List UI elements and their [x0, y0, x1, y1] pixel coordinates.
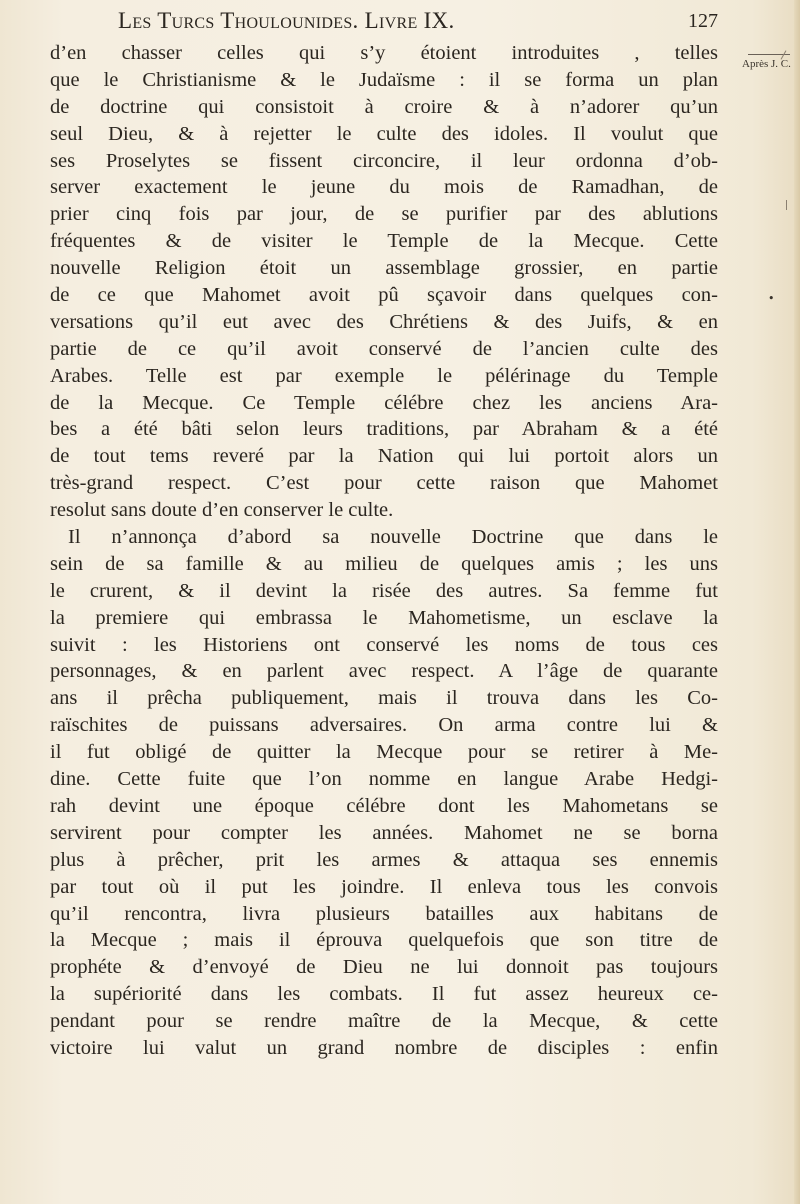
- text-line: par tout où il put les joindre. Il enleva tous les convois: [50, 875, 718, 898]
- text-line: Il n’annonça d’abord sa nouvelle Doctrine que dans le: [68, 526, 718, 549]
- page-edge: [794, 0, 800, 1204]
- text-line: suivit : les Historiens ont conservé les noms de tous ces: [50, 633, 718, 656]
- text-line: prier cinq fois par jour, de se purifier par des ablutions: [50, 203, 718, 226]
- margin-tick-lower: [786, 200, 787, 210]
- text-line: pendant pour se rendre maître de la Mecque, & cette: [50, 1010, 718, 1033]
- running-head: [118, 8, 718, 42]
- text-line: seul Dieu, & à rejetter le culte des idoles. Il voulut que: [50, 122, 718, 145]
- text-line: partie de ce qu’il avoit conservé de l’ancien culte des: [50, 337, 718, 360]
- text-line: il fut obligé de quitter la Mecque pour se retirer à Me-: [50, 741, 718, 764]
- text-line: versations qu’il eut avec des Chrétiens & des Juifs, & en: [50, 310, 718, 333]
- text-line: sein de sa famille & au milieu de quelques amis ; les uns: [50, 552, 718, 575]
- text-line: le crurent, & il devint la risée des autres. Sa femme fut: [50, 579, 718, 602]
- text-line: prophéte & d’envoyé de Dieu ne lui donnoit pas toujours: [50, 956, 718, 979]
- text-line: raïschites de puissans adversaires. On arma contre lui &: [50, 714, 718, 737]
- running-head-title: Les Turcs Thoulounides. Livre IX.: [118, 8, 455, 33]
- text-line: de doctrine qui consistoit à croire & à n’adorer qu’un: [50, 95, 718, 118]
- margin-note: Après J. C.: [742, 58, 791, 70]
- text-line: de la Mecque. Ce Temple célébre chez les anciens Ara-: [50, 391, 718, 414]
- text-line: plus à prêcher, prit les armes & attaqua ses ennemis: [50, 848, 718, 871]
- text-line: d’en chasser celles qui s’y étoient introduites , telles: [50, 42, 718, 64]
- text-line: personnages, & en parlent avec respect. A l’âge de quarante: [50, 660, 718, 683]
- text-line: bes a été bâti selon leurs traditions, par Abraham & a été: [50, 418, 718, 441]
- page-number: 127: [688, 10, 718, 32]
- text-line: Arabes. Telle est par exemple le pélérinage du Temple: [50, 364, 718, 387]
- body-text: [50, 40, 718, 1062]
- text-line: de ce que Mahomet avoit pû sçavoir dans quelques con-: [50, 284, 718, 307]
- text-line: nouvelle Religion étoit un assemblage grossier, en partie: [50, 257, 718, 280]
- text-line: resolut sans doute d’en conserver le culte.: [50, 499, 394, 522]
- text-line: fréquentes & de visiter le Temple de la Mecque. Cette: [50, 230, 718, 253]
- text-line: très-grand respect. C’est pour cette raison que Mahomet: [50, 472, 718, 495]
- text-line: la supériorité dans les combats. Il fut assez heureux ce-: [50, 983, 718, 1006]
- text-line: server exactement le jeune du mois de Ramadhan, de: [50, 176, 718, 199]
- text-line: que le Christianisme & le Judaïsme : il se forma un plan: [50, 68, 718, 91]
- text-line: qu’il rencontra, livra plusieurs batailles aux habitans de: [50, 902, 718, 925]
- text-line: la Mecque ; mais il éprouva quelquefois que son titre de: [50, 929, 718, 952]
- text-line: dine. Cette fuite que l’on nomme en langue Arabe Hedgi-: [50, 768, 718, 791]
- text-line: la premiere qui embrassa le Mahometisme, un esclave la: [50, 606, 718, 629]
- margin-mark: •: [768, 292, 775, 305]
- text-line: victoire lui valut un grand nombre de disciples : enfin: [50, 1036, 718, 1059]
- text-line: servirent pour compter les années. Mahomet ne se borna: [50, 821, 718, 844]
- text-line: ses Proselytes se fissent circoncire, il leur ordonna d’ob-: [50, 149, 718, 172]
- text-line: ans il prêcha publiquement, mais il trouva dans les Co-: [50, 687, 718, 710]
- text-line: rah devint une époque célébre dont les Mahometans se: [50, 794, 718, 817]
- text-line: de tout tems reveré par la Nation qui lui portoit alors un: [50, 445, 718, 468]
